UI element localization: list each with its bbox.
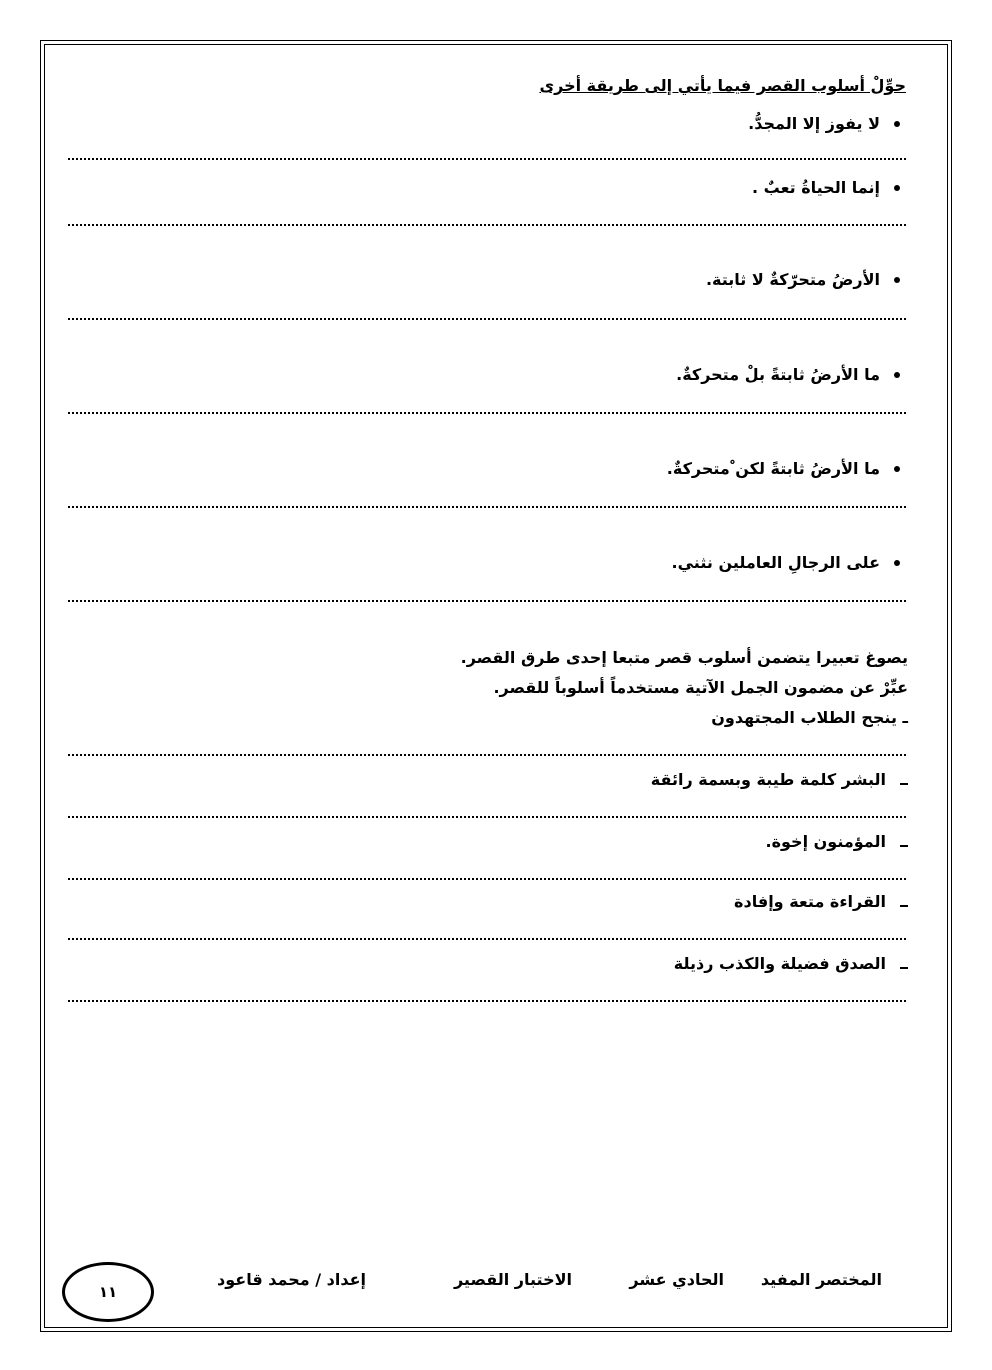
dash-text: البشر كلمة طيبة وبسمة رائقة	[650, 770, 886, 789]
bullet-text: الأرضُ متحرّكةٌ لا ثابتة.	[705, 270, 880, 289]
dash-item	[765, 832, 908, 851]
instruction-objective: يصوغ تعبيرا يتضمن أسلوب قصر متبعا إحدى طرق القصر.	[460, 648, 908, 667]
dash-icon	[900, 845, 908, 847]
footer-test-type: الاختبار القصير	[453, 1270, 572, 1289]
bullet-icon	[894, 277, 900, 283]
answer-line[interactable]	[68, 506, 906, 508]
bullet-item	[706, 270, 900, 289]
bullet-item	[667, 459, 900, 478]
bullet-icon	[894, 372, 900, 378]
bullet-item	[748, 114, 900, 133]
footer-book-title: المختصر المفيد	[760, 1270, 882, 1289]
bullet-text: إنما الحياةُ تعبٌ .	[752, 178, 880, 197]
bullet-icon	[894, 466, 900, 472]
bullet-item	[676, 365, 900, 384]
page-number-badge	[62, 1262, 154, 1322]
dash-icon	[900, 967, 908, 969]
answer-line[interactable]	[68, 412, 906, 414]
answer-line[interactable]	[68, 158, 906, 160]
bullet-text: ما الأرضُ ثابتةً بلْ متحركةٌ.	[676, 365, 880, 384]
answer-line[interactable]	[68, 878, 906, 880]
dash-item	[734, 892, 908, 911]
bullet-icon	[894, 560, 900, 566]
bullet-item	[752, 178, 900, 197]
bullet-text: على الرجالِ العاملين نثني.	[671, 553, 880, 572]
dash-text: الصدق فضيلة والكذب رذيلة	[673, 954, 886, 973]
answer-line[interactable]	[68, 600, 906, 602]
bullet-text: لا يفوز إلا المجدُّ.	[748, 114, 880, 133]
instruction-task: عبِّرْ عن مضمون الجمل الآتية مستخدماً أسلوباً للقصر.	[493, 678, 908, 697]
bullet-icon	[894, 121, 900, 127]
answer-line[interactable]	[68, 754, 906, 756]
dash-text: المؤمنون إخوة.	[765, 832, 886, 851]
dash-item	[674, 954, 908, 973]
bullet-text: ما الأرضُ ثابتةً لكن ْمتحركةٌ.	[666, 459, 880, 478]
answer-line[interactable]	[68, 1000, 906, 1002]
page-number: ١١	[98, 1283, 118, 1301]
footer-author: إعداد / محمد قاعود	[217, 1270, 366, 1289]
instruction-example: ـ ينجح الطلاب المجتهدون	[711, 708, 908, 727]
bullet-icon	[894, 185, 900, 191]
bullet-item	[672, 553, 900, 572]
answer-line[interactable]	[68, 816, 906, 818]
answer-line[interactable]	[68, 318, 906, 320]
exercise-heading: حوِّلْ أسلوب القصر فيما يأتي إلى طريقة أخرى	[539, 76, 906, 95]
answer-line[interactable]	[68, 224, 906, 226]
dash-item	[651, 770, 908, 789]
footer-grade: الحادي عشر	[629, 1270, 724, 1289]
dash-icon	[900, 783, 908, 785]
answer-line[interactable]	[68, 938, 906, 940]
dash-text: القراءة متعة وإفادة	[734, 892, 886, 911]
dash-icon	[900, 905, 908, 907]
